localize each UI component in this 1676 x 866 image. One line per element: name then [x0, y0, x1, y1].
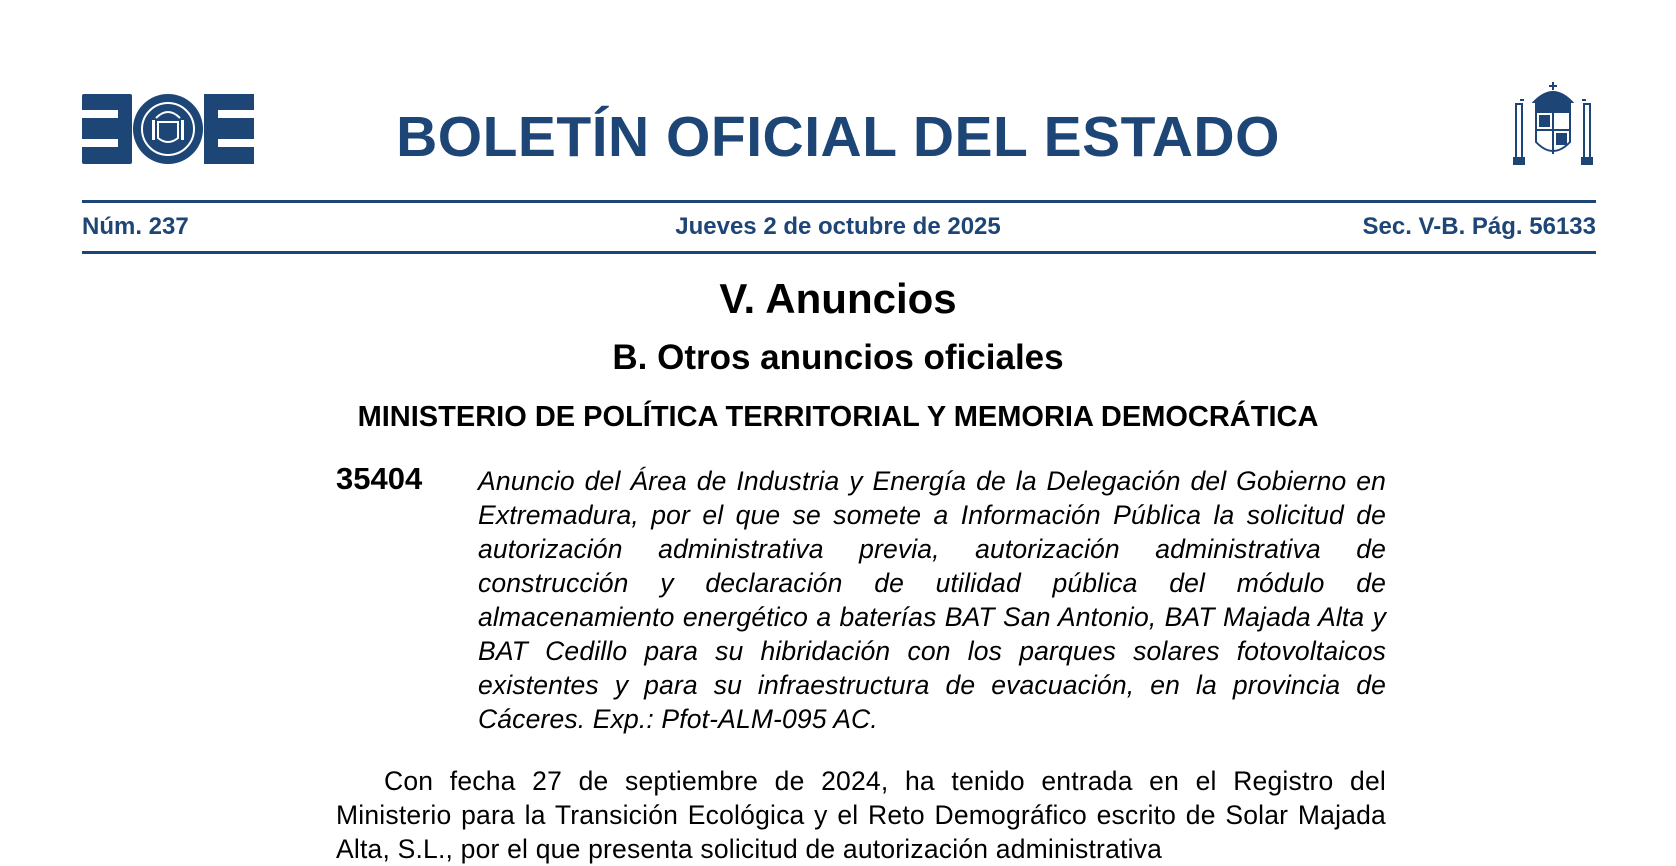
issue-number: Núm. 237: [82, 213, 189, 240]
announcement-summary: Anuncio del Área de Industria y Energía de la Delegación del Gobierno en Extremadura, por el que se somete a Información Pública la solicitud de autorización administrativa previa, autorización administrativa de construcción y declaración de utilidad pública del módulo de almacenamiento energético a baterías BAT San Antonio, BAT Majada Alta y BAT Cedillo para su hibridación con los parques solares fotovoltaicos existentes y para su infraestructura de evacuación, en la provincia de Cáceres. Exp.: Pfot-ALM-095 AC.: [478, 466, 1386, 734]
header-rule-bottom: [82, 251, 1596, 254]
header-rule-top: [82, 200, 1596, 203]
section-heading: V. Anuncios: [719, 275, 957, 322]
section-page: Sec. V-B. Pág. 56133: [1362, 213, 1596, 240]
issue-date: Jueves 2 de octubre de 2025: [675, 213, 1001, 240]
ministry-heading: MINISTERIO DE POLÍTICA TERRITORIAL Y MEMORIA DEMOCRÁTICA: [357, 401, 1319, 433]
announcement-number: 35404: [336, 461, 423, 496]
subsection-heading: B. Otros anuncios oficiales: [612, 338, 1064, 377]
masthead-title: BOLETÍN OFICIAL DEL ESTADO: [396, 105, 1280, 169]
announcement-body: Con fecha 27 de septiembre de 2024, ha tenido entrada en el Registro del Ministerio para la Transición Ecológica y el Reto Demográfico escrito de Solar Majada Alta, S.L., por el que presenta solicitud de autorización administrativa: [336, 766, 1386, 864]
coat-of-arms-icon: [1512, 80, 1594, 168]
